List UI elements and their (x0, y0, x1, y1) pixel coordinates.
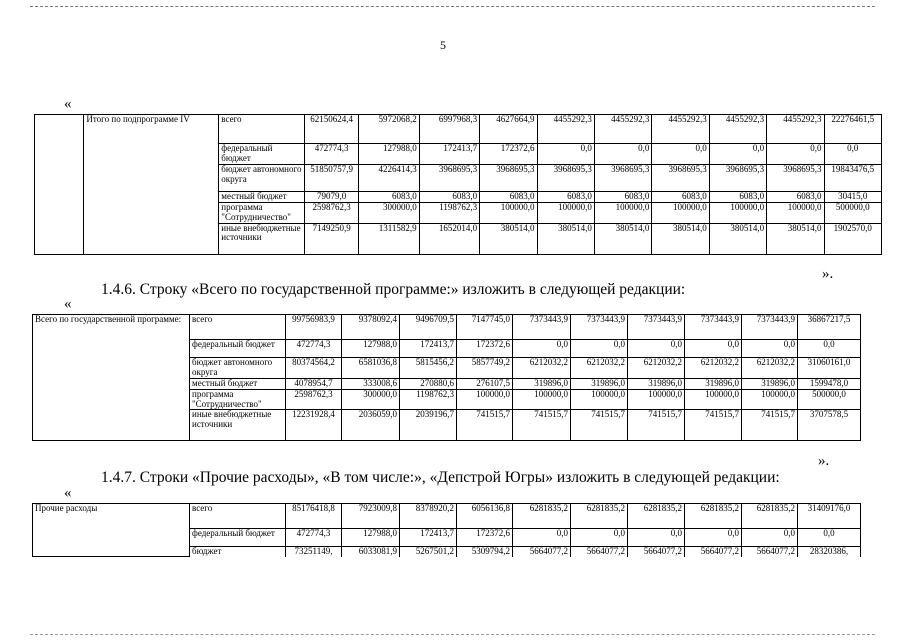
value-cell: 6083,0 (767, 191, 824, 202)
value-cell: 4627664,9 (480, 115, 537, 144)
value-cell: 7923009,8 (342, 504, 400, 529)
value-cell: 319896,0 (571, 378, 628, 389)
value-cell: 7373443,9 (628, 315, 685, 340)
table-row (35, 115, 882, 144)
value-cell: 472774,3 (304, 144, 358, 165)
value-cell: 100000,0 (709, 202, 766, 223)
source-label: федеральный бюджет (190, 340, 286, 358)
value-cell: 1599478,0 (798, 378, 861, 389)
value-cell: 380514,0 (652, 223, 709, 254)
table-subprogram-iv (34, 114, 882, 255)
value-cell: 0,0 (652, 144, 709, 165)
value-cell: 741515,7 (685, 410, 742, 441)
value-cell: 6212032,2 (571, 358, 628, 379)
source-label: всего (190, 315, 286, 340)
value-cell: 6281835,2 (513, 504, 571, 529)
value-cell: 7373443,9 (513, 315, 571, 340)
value-cell: 1311582,9 (359, 223, 419, 254)
value-cell: 2598762,3 (304, 202, 358, 223)
value-cell: 500000,0 (824, 202, 881, 223)
table-state-program-total (32, 314, 861, 441)
value-cell: 12231928,4 (286, 410, 342, 441)
value-cell: 6212032,2 (685, 358, 742, 379)
value-cell: 7149250,9 (304, 223, 358, 254)
value-cell: 6083,0 (652, 191, 709, 202)
value-cell: 9496709,5 (400, 315, 457, 340)
value-cell: 0,0 (628, 529, 685, 547)
value-cell: 472774,3 (286, 529, 342, 547)
value-cell: 300000,0 (359, 202, 419, 223)
value-cell: 4226414,3 (359, 164, 419, 191)
value-cell: 100000,0 (457, 389, 513, 410)
value-cell: 6281835,2 (742, 504, 798, 529)
top-scan-edge (30, 6, 875, 7)
value-cell: 172413,7 (400, 529, 457, 547)
value-cell: 4455292,3 (652, 115, 709, 144)
value-cell: 6056136,8 (457, 504, 513, 529)
value-cell: 0,0 (824, 144, 881, 165)
value-cell: 0,0 (571, 529, 628, 547)
heading-1-4-6: 1.4.6. Строку «Всего по государственной программе:» изложить в следующей редакции: (101, 281, 686, 298)
value-cell: 7373443,9 (685, 315, 742, 340)
value-cell: 127988,0 (359, 144, 419, 165)
value-cell: 127988,0 (342, 340, 400, 358)
value-cell: 3968695,3 (767, 164, 824, 191)
source-label: федеральный бюджет (190, 529, 286, 547)
value-cell: 3968695,3 (594, 164, 651, 191)
value-cell: 4455292,3 (709, 115, 766, 144)
value-cell: 7373443,9 (742, 315, 798, 340)
value-cell: 0,0 (513, 529, 571, 547)
value-cell: 100000,0 (628, 389, 685, 410)
value-cell: 2039196,7 (400, 410, 457, 441)
value-cell: 0,0 (798, 340, 861, 358)
value-cell: 4078954,7 (286, 378, 342, 389)
value-cell: 6997968,3 (419, 115, 479, 144)
value-cell: 5664077,2 (513, 547, 571, 557)
value-cell: 7147745,0 (457, 315, 513, 340)
value-cell: 0,0 (709, 144, 766, 165)
value-cell: 0,0 (513, 340, 571, 358)
value-cell: 5972068,2 (359, 115, 419, 144)
row-group-name: Итого по подпрограмме IV (84, 115, 219, 255)
value-cell: 6281835,2 (571, 504, 628, 529)
blank-cell (35, 115, 84, 255)
value-cell: 19843476,5 (824, 164, 881, 191)
value-cell: 100000,0 (767, 202, 824, 223)
value-cell: 9378092,4 (342, 315, 400, 340)
value-cell: 100000,0 (742, 389, 798, 410)
value-cell: 380514,0 (767, 223, 824, 254)
source-label: иные внебюджетные источники (190, 410, 286, 441)
value-cell: 31060161,0 (798, 358, 861, 379)
value-cell: 0,0 (767, 144, 824, 165)
value-cell: 380514,0 (480, 223, 537, 254)
value-cell: 28320386, (798, 547, 861, 557)
value-cell: 6212032,2 (628, 358, 685, 379)
value-cell: 0,0 (742, 529, 798, 547)
source-label: местный бюджет (219, 191, 305, 202)
value-cell: 172372,6 (457, 340, 513, 358)
value-cell: 0,0 (537, 144, 594, 165)
value-cell: 100000,0 (571, 389, 628, 410)
value-cell: 741515,7 (571, 410, 628, 441)
value-cell: 6281835,2 (628, 504, 685, 529)
heading-1-4-7: 1.4.7. Строки «Прочие расходы», «В том числе:», «Депстрой Югры» изложить в следующей редакции: (101, 469, 780, 486)
value-cell: 172413,7 (400, 340, 457, 358)
value-cell: 4455292,3 (594, 115, 651, 144)
value-cell: 276107,5 (457, 378, 513, 389)
value-cell: 22276461,5 (824, 115, 881, 144)
value-cell: 100000,0 (513, 389, 571, 410)
value-cell: 0,0 (594, 144, 651, 165)
value-cell: 472774,3 (286, 340, 342, 358)
value-cell: 2036059,0 (342, 410, 400, 441)
value-cell: 100000,0 (685, 389, 742, 410)
value-cell: 6083,0 (419, 191, 479, 202)
open-quote: « (64, 96, 72, 112)
value-cell: 85176418,8 (286, 504, 342, 529)
source-label: программа "Сотрудничество" (190, 389, 286, 410)
value-cell: 6083,0 (537, 191, 594, 202)
value-cell: 0,0 (571, 340, 628, 358)
value-cell: 6212032,2 (742, 358, 798, 379)
source-label: местный бюджет (190, 378, 286, 389)
value-cell: 6083,0 (480, 191, 537, 202)
source-label: бюджет автономного округа (190, 358, 286, 379)
value-cell: 1198762,3 (400, 389, 457, 410)
value-cell: 5664077,2 (628, 547, 685, 557)
value-cell: 319896,0 (685, 378, 742, 389)
value-cell: 500000,0 (798, 389, 861, 410)
value-cell: 0,0 (685, 340, 742, 358)
value-cell: 99756983,9 (286, 315, 342, 340)
value-cell: 4455292,3 (537, 115, 594, 144)
value-cell: 31409176,0 (798, 504, 861, 529)
value-cell: 3968695,3 (537, 164, 594, 191)
value-cell: 5815456,2 (400, 358, 457, 379)
value-cell: 6083,0 (709, 191, 766, 202)
value-cell: 741515,7 (513, 410, 571, 441)
table-row (33, 315, 861, 340)
source-label: бюджет автономного округа (219, 164, 305, 191)
value-cell: 319896,0 (628, 378, 685, 389)
value-cell: 319896,0 (513, 378, 571, 389)
row-group-name: Прочие расходы (33, 504, 190, 557)
value-cell: 5857749,2 (457, 358, 513, 379)
value-cell: 2598762,3 (286, 389, 342, 410)
source-label: всего (190, 504, 286, 529)
value-cell: 80374564,2 (286, 358, 342, 379)
table-row (33, 504, 861, 529)
source-label: бюджет (190, 547, 286, 557)
value-cell: 3968695,3 (652, 164, 709, 191)
value-cell: 333008,6 (342, 378, 400, 389)
value-cell: 380514,0 (709, 223, 766, 254)
value-cell: 5664077,2 (685, 547, 742, 557)
value-cell: 0,0 (685, 529, 742, 547)
value-cell: 741515,7 (742, 410, 798, 441)
value-cell: 1902570,0 (824, 223, 881, 254)
value-cell: 6581036,8 (342, 358, 400, 379)
source-label: федеральный бюджет (219, 144, 305, 165)
value-cell: 3968695,3 (419, 164, 479, 191)
value-cell: 6212032,2 (513, 358, 571, 379)
value-cell: 270880,6 (400, 378, 457, 389)
value-cell: 127988,0 (342, 529, 400, 547)
value-cell: 172413,7 (419, 144, 479, 165)
close-quote: ». (822, 266, 834, 282)
value-cell: 1198762,3 (419, 202, 479, 223)
value-cell: 51850757,9 (304, 164, 358, 191)
value-cell: 0,0 (742, 340, 798, 358)
value-cell: 36867217,5 (798, 315, 861, 340)
open-quote: « (64, 485, 72, 501)
value-cell: 6083,0 (359, 191, 419, 202)
source-label: программа "Сотрудничество" (219, 202, 305, 223)
value-cell: 6281835,2 (685, 504, 742, 529)
value-cell: 5267501,2 (400, 547, 457, 557)
source-label: иные внебюджетные источники (219, 223, 305, 254)
close-quote: ». (818, 453, 830, 469)
value-cell: 73251149, (286, 547, 342, 557)
value-cell: 3968695,3 (709, 164, 766, 191)
value-cell: 8378920,2 (400, 504, 457, 529)
value-cell: 7373443,9 (571, 315, 628, 340)
value-cell: 4455292,3 (767, 115, 824, 144)
value-cell: 741515,7 (628, 410, 685, 441)
value-cell: 100000,0 (480, 202, 537, 223)
value-cell: 319896,0 (742, 378, 798, 389)
value-cell: 6033081,9 (342, 547, 400, 557)
value-cell: 300000,0 (342, 389, 400, 410)
value-cell: 62150624,4 (304, 115, 358, 144)
table-other-expenses (32, 503, 861, 557)
value-cell: 0,0 (628, 340, 685, 358)
value-cell: 741515,7 (457, 410, 513, 441)
row-group-name: Всего по государственной программе: (33, 315, 190, 441)
value-cell: 380514,0 (594, 223, 651, 254)
value-cell: 6083,0 (594, 191, 651, 202)
open-quote: « (64, 296, 72, 312)
page-number: 5 (440, 38, 446, 52)
value-cell: 100000,0 (652, 202, 709, 223)
value-cell: 172372,6 (457, 529, 513, 547)
value-cell: 5664077,2 (571, 547, 628, 557)
value-cell: 0,0 (798, 529, 861, 547)
value-cell: 30415,0 (824, 191, 881, 202)
value-cell: 100000,0 (594, 202, 651, 223)
value-cell: 3707578,5 (798, 410, 861, 441)
value-cell: 3968695,3 (480, 164, 537, 191)
value-cell: 172372,6 (480, 144, 537, 165)
value-cell: 79079,0 (304, 191, 358, 202)
value-cell: 1652014,0 (419, 223, 479, 254)
value-cell: 100000,0 (537, 202, 594, 223)
value-cell: 5309794,2 (457, 547, 513, 557)
bottom-scan-edge (30, 634, 875, 635)
source-label: всего (219, 115, 305, 144)
value-cell: 5664077,2 (742, 547, 798, 557)
value-cell: 380514,0 (537, 223, 594, 254)
